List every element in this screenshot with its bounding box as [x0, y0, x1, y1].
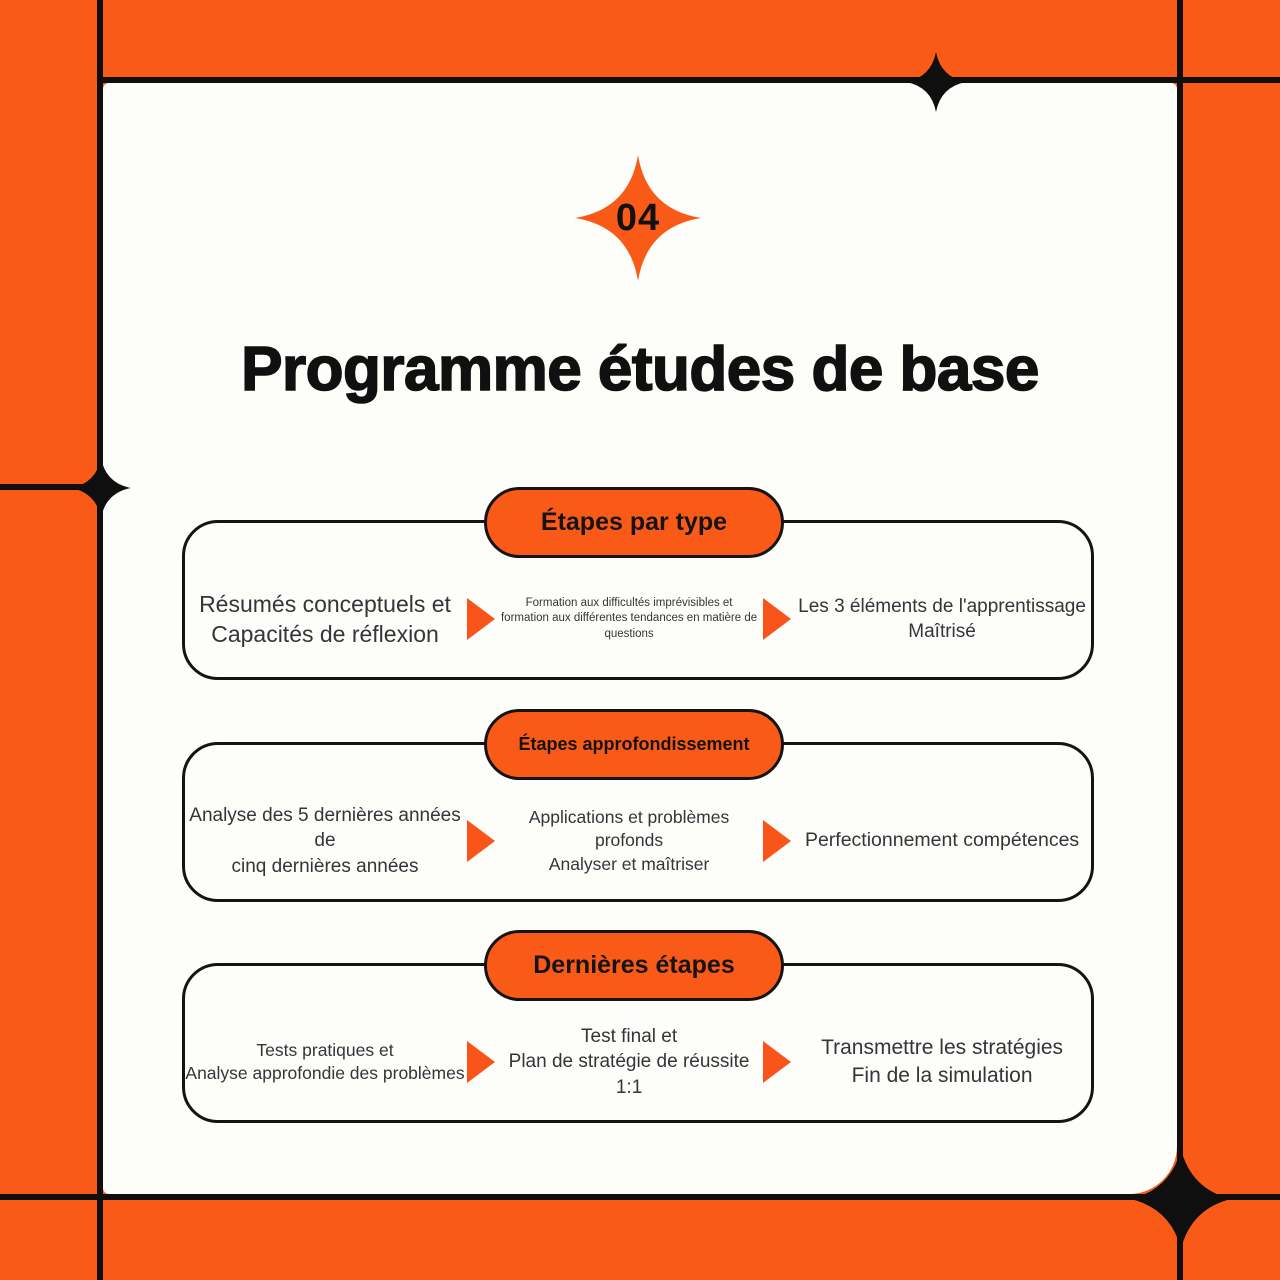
- sparkle-icon: [906, 47, 966, 117]
- step-text: Transmettre les stratégies Fin de la simulation: [821, 1036, 1064, 1087]
- section-header-pill: Dernières étapes: [484, 930, 784, 1001]
- step-text: Résumés conceptuels et Capacités de réflexion: [199, 590, 451, 647]
- step-text: Applications et problèmes profonds Analyser et maîtriser: [528, 807, 730, 874]
- section-box-etapes-approfondissement: [182, 734, 1094, 902]
- grid-line-vertical-right: [1177, 0, 1183, 1280]
- sparkle-icon: [71, 453, 131, 523]
- section-header-pill: Étapes par type: [484, 487, 784, 558]
- step-text: Tests pratiques et Analyse approfondie des problèmes: [185, 1039, 465, 1083]
- section-header-pill: Étapes approfondissement: [484, 709, 784, 780]
- badge-sparkle-icon: [575, 153, 701, 283]
- page-title: Programme études de base: [241, 335, 1039, 404]
- grid-line-horizontal-bottom: [0, 1194, 1280, 1200]
- arrow-right-icon: [467, 1041, 495, 1083]
- arrow-right-icon: [763, 820, 791, 862]
- section-row: [185, 523, 1091, 677]
- step-text: Analyse des 5 dernières années de cinq dernières années: [189, 805, 461, 877]
- arrow-right-icon: [763, 1041, 791, 1083]
- sparkle-icon: [1131, 1147, 1231, 1251]
- section-row: [185, 966, 1091, 1120]
- step-text: Test final et Plan de stratégie de réussite 1:1: [508, 1026, 750, 1098]
- section-row: [185, 745, 1091, 899]
- badge-number: 04: [615, 196, 661, 239]
- section-box-dernieres-etapes: [182, 951, 1094, 1123]
- arrow-right-icon: [467, 820, 495, 862]
- arrow-right-icon: [467, 598, 495, 640]
- step-text: Perfectionnement compétences: [804, 829, 1080, 852]
- section-box-etapes-par-type: [182, 508, 1094, 680]
- step-text: Formation aux difficultés imprévisibles et formation aux différentes tendances en matière de questions: [500, 597, 758, 640]
- arrow-right-icon: [763, 598, 791, 640]
- step-text: Les 3 éléments de l'apprentissage Maîtrisé: [798, 595, 1086, 642]
